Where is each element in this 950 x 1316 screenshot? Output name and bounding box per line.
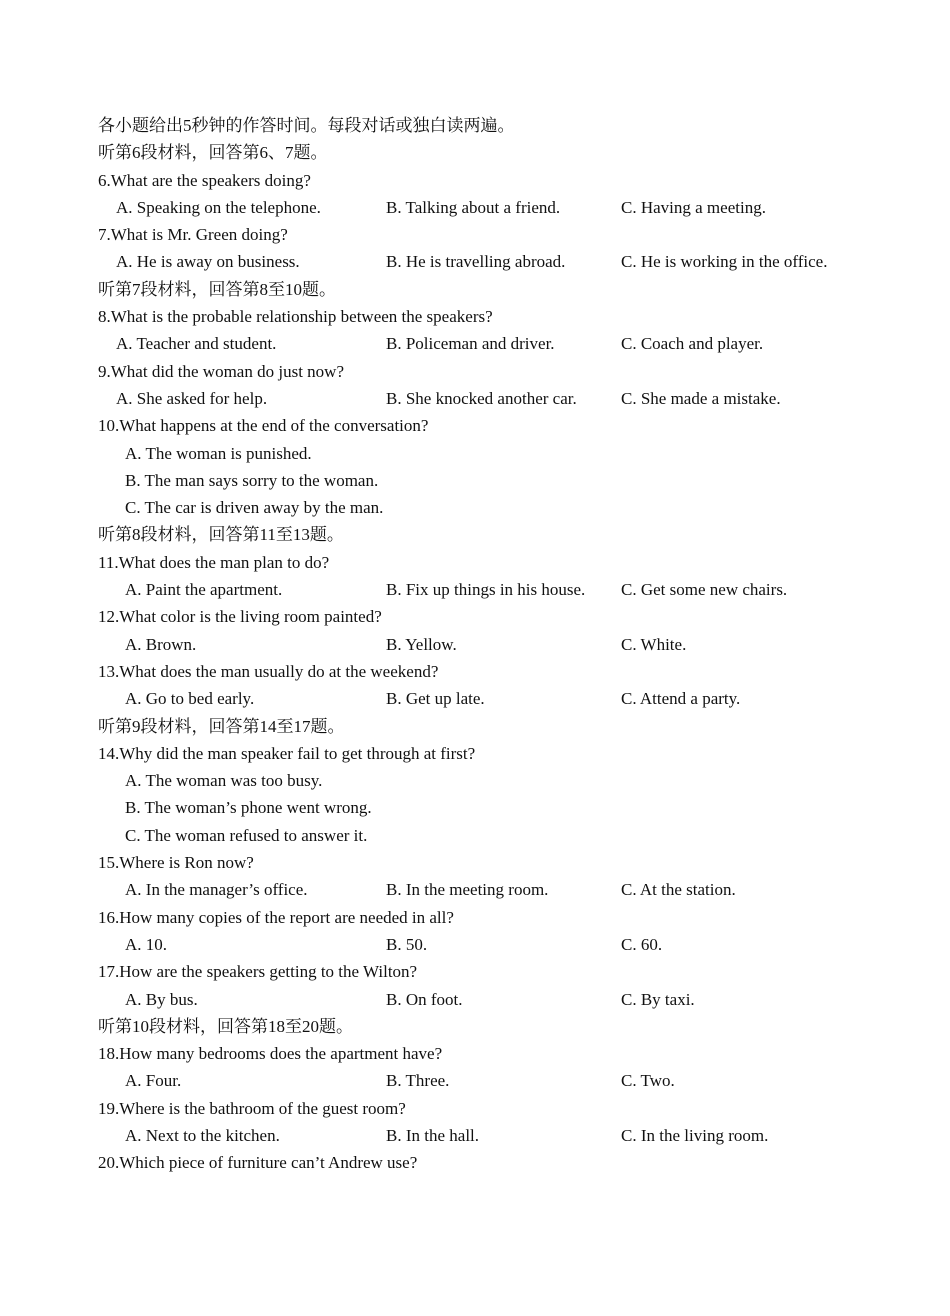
option-row (98, 685, 898, 712)
option-a: A. Four. (125, 1071, 182, 1091)
question-stem: 8.What is the probable relationship between the speakers? (98, 307, 493, 327)
option-c: C. In the living room. (621, 1125, 769, 1145)
option-b: B. Policeman and driver. (386, 334, 555, 354)
option-b: B. In the hall. (386, 1125, 480, 1145)
question-stem: 15.Where is Ron now? (98, 853, 254, 873)
option-b: B. Fix up things in his house. (386, 580, 586, 600)
option-c: C. By taxi. (621, 989, 695, 1009)
option-b: B. Talking about a friend. (386, 197, 561, 217)
option-row (98, 248, 898, 275)
option-row (98, 876, 898, 903)
question-stem: 7.What is Mr. Green doing? (98, 225, 288, 245)
option-c: C. Coach and player. (621, 334, 764, 354)
option-row (98, 931, 898, 958)
question-stem: 11.What does the man plan to do? (98, 552, 330, 572)
section-heading: 听第9段材料，回答第14至17题。 (98, 716, 345, 736)
option-c: C. 60. (621, 934, 663, 954)
question-stem: 10.What happens at the end of the conversation? (98, 416, 429, 436)
question-stem: 14.Why did the man speaker fail to get through at first? (98, 743, 476, 763)
question-stem: 6.What are the speakers doing? (98, 170, 311, 190)
option-b: B. She knocked another car. (386, 388, 577, 408)
option-b: B. Three. (386, 1071, 450, 1091)
question-stem: 20.Which piece of furniture can’t Andrew use? (98, 1153, 418, 1173)
option-c: C. Get some new chairs. (621, 580, 788, 600)
question-stem: 13.What does the man usually do at the weekend? (98, 661, 439, 681)
option-c: C. At the station. (621, 880, 736, 900)
option-b: B. He is travelling abroad. (386, 252, 566, 272)
section-heading: 听第7段材料，回答第8至10题。 (98, 279, 336, 299)
option-row (98, 576, 898, 603)
option-c: C. Attend a party. (621, 689, 741, 709)
option-c: C. Having a meeting. (621, 197, 766, 217)
question-stem: 19.Where is the bathroom of the guest room? (98, 1098, 406, 1118)
option-c: C. Two. (621, 1071, 675, 1091)
option-b: B. The man says sorry to the woman. (125, 470, 379, 490)
question-stem: 17.How are the speakers getting to the Wilton? (98, 962, 418, 982)
option-a: A. In the manager’s office. (125, 880, 308, 900)
option-row (98, 1122, 898, 1149)
option-row (98, 330, 898, 357)
option-c: C. White. (621, 634, 687, 654)
question-stem: 18.How many bedrooms does the apartment have? (98, 1044, 443, 1064)
option-c: C. She made a mistake. (621, 388, 781, 408)
option-b: B. In the meeting room. (386, 880, 549, 900)
section-heading: 听第6段材料，回答第6、7题。 (98, 143, 328, 163)
section-heading: 听第8段材料，回答第11至13题。 (98, 525, 344, 545)
option-row (98, 1067, 898, 1094)
question-stem: 9.What did the woman do just now? (98, 361, 344, 381)
option-a: A. 10. (125, 934, 168, 954)
option-b: B. 50. (386, 934, 428, 954)
section-heading: 听第10段材料，回答第18至20题。 (98, 1016, 353, 1036)
option-a: A. Speaking on the telephone. (116, 197, 321, 217)
option-a: A. By bus. (125, 989, 198, 1009)
option-row (98, 194, 898, 221)
option-b: B. Yellow. (386, 634, 457, 654)
option-a: A. The woman is punished. (125, 443, 312, 463)
option-b: B. On foot. (386, 989, 463, 1009)
option-a: A. She asked for help. (116, 388, 268, 408)
option-a: A. Brown. (125, 634, 197, 654)
question-stem: 12.What color is the living room painted? (98, 607, 382, 627)
exam-page (98, 112, 898, 1177)
option-a: A. Next to the kitchen. (125, 1125, 280, 1145)
option-c: C. He is working in the office. (621, 252, 828, 272)
option-a: A. Teacher and student. (116, 334, 277, 354)
option-row (98, 986, 898, 1013)
option-b: B. Get up late. (386, 689, 485, 709)
option-a: A. Paint the apartment. (125, 580, 283, 600)
option-a: A. The woman was too busy. (125, 771, 323, 791)
option-a: A. He is away on business. (116, 252, 300, 272)
option-a: A. Go to bed early. (125, 689, 255, 709)
instructions: 各小题给出5秒钟的作答时间。每段对话或独白读两遍。 (98, 116, 515, 135)
option-row (98, 385, 898, 412)
option-row (98, 631, 898, 658)
option-c: C. The car is driven away by the man. (125, 498, 384, 518)
question-stem: 16.How many copies of the report are needed in all? (98, 907, 454, 927)
option-c: C. The woman refused to answer it. (125, 825, 368, 845)
option-b: B. The woman’s phone went wrong. (125, 798, 372, 818)
